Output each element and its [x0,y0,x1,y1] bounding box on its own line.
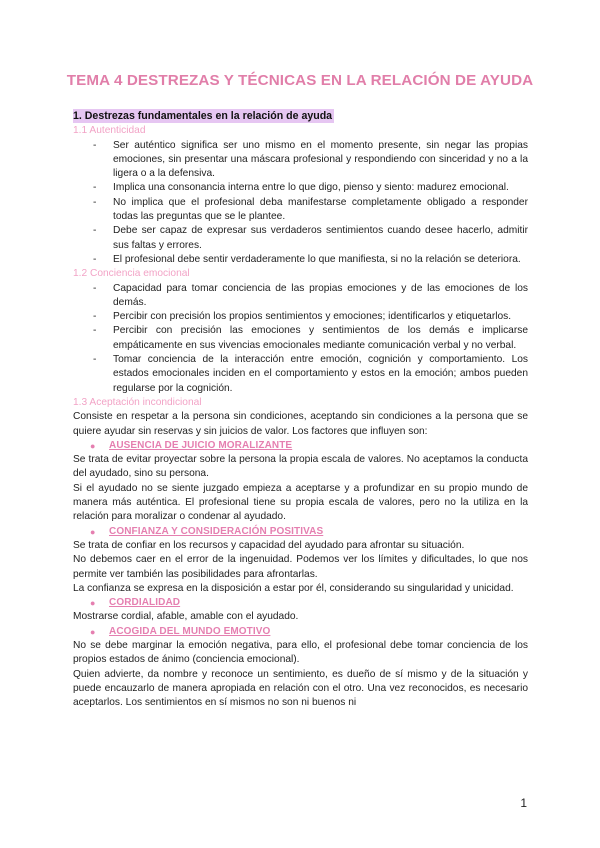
paragraph: Quien advierte, da nombre y reconoce un sentimiento, es dueño de sí mismo y de la situación y puede encauzarlo de manera apropiada en relación con el otro. Una vez reconocidos, es necesario aceptarlos. Los sentimientos en sí mismos no son ni buenos ni [73,668,528,709]
bullet-icon: ● [90,526,96,537]
paragraph: No se debe marginar la emoción negativa, para ello, el profesional debe tomar conciencia de los propios estados de ánimo (conciencia emocional). [73,639,528,666]
list-item: - Ser auténtico significa ser uno mismo en el momento presente, sin negar las propias emociones, sin presentar una máscara profesional y respondiendo con sinceridad y no a la ligera o a la defensiva. [93,139,528,182]
subsection-heading-autenticidad: 1.1 Autenticidad [73,125,146,137]
subsection-heading-conciencia: 1.2 Conciencia emocional [73,268,190,280]
list-item: - Percibir con precisión los propios sentimientos y emociones; identificarlos y etiquetarlos. [93,310,528,324]
factor-bullet [73,525,528,539]
list-item: - Capacidad para tomar conciencia de las propias emociones y de las emociones de los demás. [93,282,528,311]
list-item: - El profesional debe sentir verdaderamente lo que manifiesta, si no la relación se deteriora. [93,253,528,267]
document-body [73,109,528,710]
factor-bullet [73,596,528,610]
aceptacion-intro: Consiste en respetar a la persona sin condiciones, aceptando sin condiciones a la persona que se quiere ayudar sin reservas y sin juicios de valor. Los factores que influyen son: [73,411,528,437]
list-item: - Tomar conciencia de la interacción entre emoción, cognición y comportamiento. Los estados emocionales inciden en el comportamiento y estos en la emoción; ambos pueden regularse por la cognición. [93,353,528,396]
bullet-icon: ● [90,598,96,609]
bullet-icon: ● [90,626,96,637]
factor-label: CONFIANZA Y CONSIDERACIÓN POSITIVAS [109,525,324,537]
paragraph: Se trata de confiar en los recursos y capacidad del ayudado para afrontar su situación. [73,539,465,551]
factor-bullet [73,625,528,639]
list-item: - Implica una consonancia interna entre lo que digo, pienso y siento: madurez emocional. [93,181,528,195]
subsection-heading-aceptacion: 1.3 Aceptación incondicional [73,396,202,408]
paragraph: La confianza se expresa en la disposición a estar por él, considerando su singularidad y unicidad. [73,582,514,594]
document-title: TEMA 4 DESTREZAS Y TÉCNICAS EN LA RELACIÓN DE AYUDA [66,72,534,89]
paragraph: No debemos caer en el error de la ingenuidad. Podemos ver los límites y dificultades, lo que nos permite ver también las posibilidades para afrontarlas. [73,554,528,580]
conciencia-list [73,282,528,396]
factor-label: AUSENCIA DE JUICIO MORALIZANTE [109,439,293,451]
factor-label: ACOGIDA DEL MUNDO EMOTIVO [109,625,271,637]
list-item: - No implica que el profesional deba manifestarse completamente obligado a responder todas las preguntas que se le plantee. [93,196,528,225]
list-item: - Percibir con precisión las emociones y sentimientos de los demás e implicarse empáticamente en sus vivencias emocionales mediante comunicación verbal y no verbal. [93,324,528,353]
factor-label: CORDIALIDAD [109,597,181,609]
factor-bullet [73,439,528,453]
paragraph: Si el ayudado no se siente juzgado empieza a aceptarse y a profundizar en su propio mundo de manera más auténtica. El profesional tiene su propia escala de valores, pero no la utiliza en la relación para moralizar o condenar al ayudado. [73,482,528,523]
list-item: - Debe ser capaz de expresar sus verdaderos sentimientos cuando desee hacerlo, admitir sus faltas y errores. [93,224,528,253]
page-number: 1 [520,796,527,810]
autenticidad-list [73,139,528,268]
section-heading: 1. Destrezas fundamentales en la relación de ayuda [73,110,333,122]
bullet-icon: ● [90,440,96,451]
paragraph: Mostrarse cordial, afable, amable con el ayudado. [73,611,299,623]
paragraph: Se trata de evitar proyectar sobre la persona la propia escala de valores. No aceptamos la conducta del ayudado, sino su persona. [73,454,528,480]
